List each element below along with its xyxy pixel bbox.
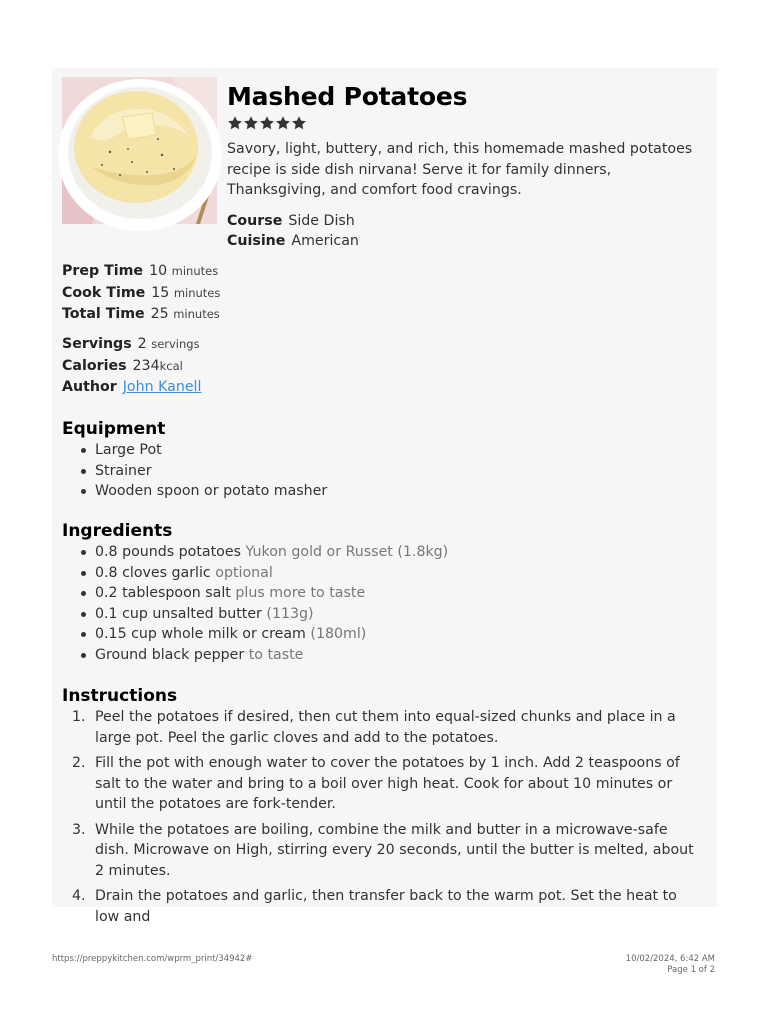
ingredient-main: 0.8 pounds potatoes — [95, 544, 241, 560]
ingredient-note: (180ml) — [310, 626, 367, 642]
star-icon — [275, 115, 291, 135]
prep-time-row — [62, 261, 220, 283]
ingredient-item — [81, 645, 702, 666]
ingredients-section — [62, 520, 702, 665]
instructions-section — [62, 685, 702, 932]
prep-time-label: Prep Time — [62, 263, 144, 279]
author-row — [62, 377, 201, 399]
ingredient-main: 0.15 cup whole milk or cream — [95, 626, 306, 642]
star-icon — [259, 115, 275, 135]
ingredient-note: to taste — [248, 646, 304, 663]
course-value: Side Dish — [288, 212, 355, 229]
servings-row — [62, 334, 201, 356]
rating-stars — [227, 115, 707, 135]
ingredient-item — [81, 542, 702, 563]
step-number: 2. — [72, 755, 86, 771]
recipe-photo — [62, 77, 217, 224]
ingredient-note: optional — [215, 564, 273, 581]
equipment-item: Large Pot — [81, 440, 702, 461]
equipment-list — [81, 440, 702, 502]
recipe-header — [227, 82, 707, 252]
cook-time-unit: minutes — [173, 285, 221, 300]
instruction-step — [62, 753, 702, 815]
star-icon — [227, 115, 243, 135]
equipment-item: Strainer — [81, 461, 702, 482]
servings-label: Servings — [62, 336, 132, 352]
ingredient-item — [81, 563, 702, 584]
total-time-row — [62, 304, 220, 326]
ingredients-list — [81, 542, 702, 665]
step-text: Drain the potatoes and garlic, then transfer back to the warm pot. Set the heat to low and — [95, 888, 677, 925]
step-text: Peel the potatoes if desired, then cut them into equal-sized chunks and place in a large pot. Peel the garlic cloves and add to the potatoes. — [95, 709, 676, 746]
servings-block — [62, 334, 201, 399]
cuisine-value: American — [291, 233, 359, 249]
step-number: 3. — [72, 821, 86, 838]
instruction-step — [62, 820, 702, 882]
ingredient-note: plus more to taste — [235, 585, 366, 601]
footer-page-number: Page 1 of 2 — [667, 965, 715, 975]
ingredients-heading: Ingredients — [62, 521, 173, 541]
ingredient-main: 0.8 cloves garlic — [95, 564, 211, 581]
ingredient-item — [81, 604, 702, 625]
ingredient-main: 0.1 cup unsalted butter — [95, 605, 262, 622]
total-time-value: 25 — [150, 306, 169, 322]
equipment-heading: Equipment — [62, 419, 166, 439]
instruction-step — [62, 707, 702, 748]
total-time-unit: minutes — [173, 307, 220, 321]
cook-time-label: Cook Time — [62, 284, 146, 301]
cuisine-label: Cuisine — [227, 233, 286, 249]
ingredient-main: 0.2 tablespoon salt — [95, 585, 231, 601]
footer-datetime: 10/02/2024, 6:42 AM — [625, 954, 715, 964]
recipe-title: Mashed Potatoes — [227, 82, 468, 111]
total-time-label: Total Time — [62, 306, 145, 322]
author-label: Author — [62, 379, 117, 395]
calories-unit: kcal — [159, 358, 183, 373]
ingredient-item — [81, 583, 702, 604]
calories-value: 234 — [132, 357, 160, 374]
ingredient-note: Yukon gold or Russet (1.8kg) — [245, 544, 449, 560]
course-label: Course — [227, 212, 283, 229]
recipe-summary: Savory, light, buttery, and rich, this homemade mashed potatoes recipe is side dish nirvana! Serve it for family dinners, Thanksgiving, and comfort food cravings. — [227, 141, 693, 198]
servings-value: 2 — [137, 336, 147, 352]
star-icon — [291, 115, 307, 135]
author-link[interactable]: John Kanell — [122, 379, 202, 395]
instructions-heading: Instructions — [62, 686, 178, 706]
footer-info — [626, 954, 715, 976]
step-number: 4. — [72, 888, 86, 904]
step-text: While the potatoes are boiling, combine the milk and butter in a microwave-safe dish. Microwave on High, stirring every 20 seconds, until the butter is melted, about 2 minutes. — [95, 821, 694, 879]
times-block — [62, 261, 220, 326]
prep-time-unit: minutes — [171, 264, 219, 278]
calories-label: Calories — [62, 357, 127, 374]
step-text: Fill the pot with enough water to cover the potatoes by 1 inch. Add 2 teaspoons of salt to the water and bring to a boil over high heat. Cook for about 10 minutes or until the potatoes are fork-tender. — [95, 755, 680, 812]
servings-unit: servings — [151, 337, 200, 351]
ingredient-main: Ground black pepper — [95, 646, 245, 663]
course-row — [227, 211, 707, 232]
footer-url: https://preppykitchen.com/wprm_print/34942# — [52, 954, 253, 964]
instructions-list — [62, 707, 702, 927]
star-icon — [243, 115, 259, 135]
recipe-card — [52, 68, 717, 925]
calories-row — [62, 356, 201, 378]
instruction-step — [62, 886, 702, 927]
equipment-item: Wooden spoon or potato masher — [81, 481, 702, 502]
ingredient-item — [81, 624, 702, 645]
step-number: 1. — [72, 709, 86, 725]
equipment-section — [62, 418, 702, 502]
prep-time-value: 10 — [149, 263, 168, 279]
cook-time-row — [62, 283, 220, 305]
ingredient-note: (113g) — [266, 605, 314, 622]
cook-time-value: 15 — [151, 284, 170, 301]
cuisine-row — [227, 231, 707, 252]
